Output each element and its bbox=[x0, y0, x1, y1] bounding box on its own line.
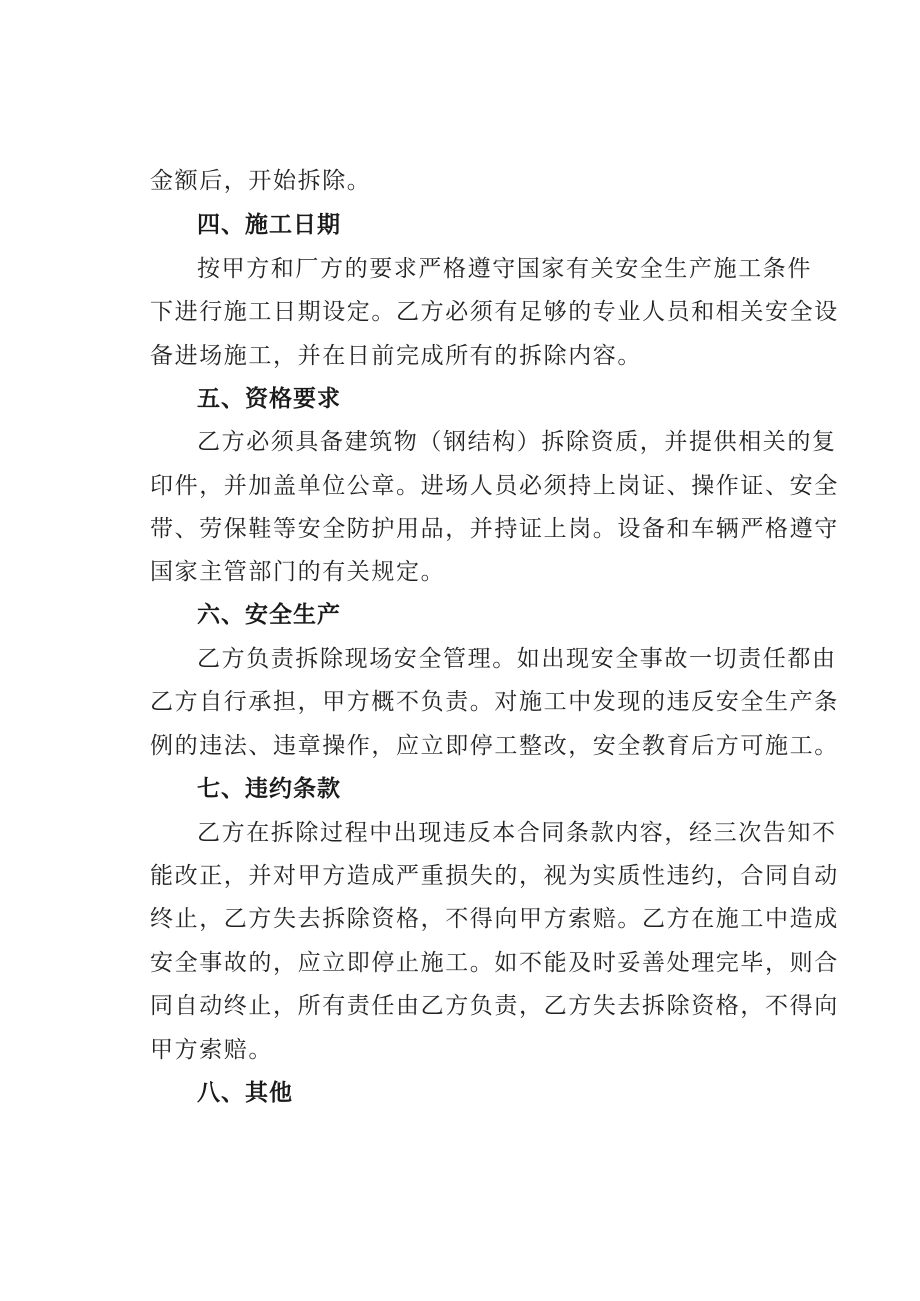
paragraph-line: 甲方索赔。 bbox=[150, 1037, 273, 1063]
paragraph-line: 安全事故的，应立即停止施工。如不能及时妥善处理完毕，则合 bbox=[150, 950, 839, 976]
paragraph-line: 备进场施工，并在日前完成所有的拆除内容。 bbox=[150, 343, 642, 369]
paragraph-line: 乙方自行承担，甲方概不负责。对施工中发现的违反安全生产条 bbox=[150, 689, 839, 715]
paragraph-line: 印件，并加盖单位公章。进场人员必须持上岗证、操作证、安全 bbox=[150, 473, 839, 499]
section-heading-safety: 六、安全生产 bbox=[197, 602, 341, 628]
paragraph-line: 下进行施工日期设定。乙方必须有足够的专业人员和相关安全设 bbox=[150, 299, 839, 325]
paragraph-line: 带、劳保鞋等安全防护用品，并持证上岗。设备和车辆严格遵守 bbox=[150, 516, 839, 542]
section-heading-breach-terms: 七、违约条款 bbox=[197, 776, 341, 802]
paragraph-line: 终止，乙方失去拆除资格，不得向甲方索赔。乙方在施工中造成 bbox=[150, 906, 839, 932]
paragraph-line: 按甲方和厂方的要求严格遵守国家有关安全生产施工条件 bbox=[197, 256, 812, 282]
section-heading-qualifications: 五、资格要求 bbox=[197, 386, 341, 412]
paragraph-line: 乙方负责拆除现场安全管理。如出现安全事故一切责任都由 bbox=[197, 646, 837, 672]
paragraph-line: 能改正，并对甲方造成严重损失的，视为实质性违约，合同自动 bbox=[150, 863, 839, 889]
paragraph-line: 同自动终止，所有责任由乙方负责，乙方失去拆除资格，不得向 bbox=[150, 993, 839, 1019]
section-heading-other: 八、其他 bbox=[197, 1080, 293, 1106]
section-heading-construction-date: 四、施工日期 bbox=[197, 212, 341, 238]
paragraph-line: 乙方在拆除过程中出现违反本合同条款内容，经三次告知不 bbox=[197, 820, 837, 846]
paragraph-line: 乙方必须具备建筑物（钢结构）拆除资质，并提供相关的复 bbox=[197, 429, 837, 455]
paragraph-line: 国家主管部门的有关规定。 bbox=[150, 559, 446, 585]
paragraph-line: 例的违法、违章操作，应立即停工整改，安全教育后方可施工。 bbox=[150, 733, 839, 759]
continuation-paragraph: 金额后，开始拆除。 bbox=[150, 168, 372, 194]
